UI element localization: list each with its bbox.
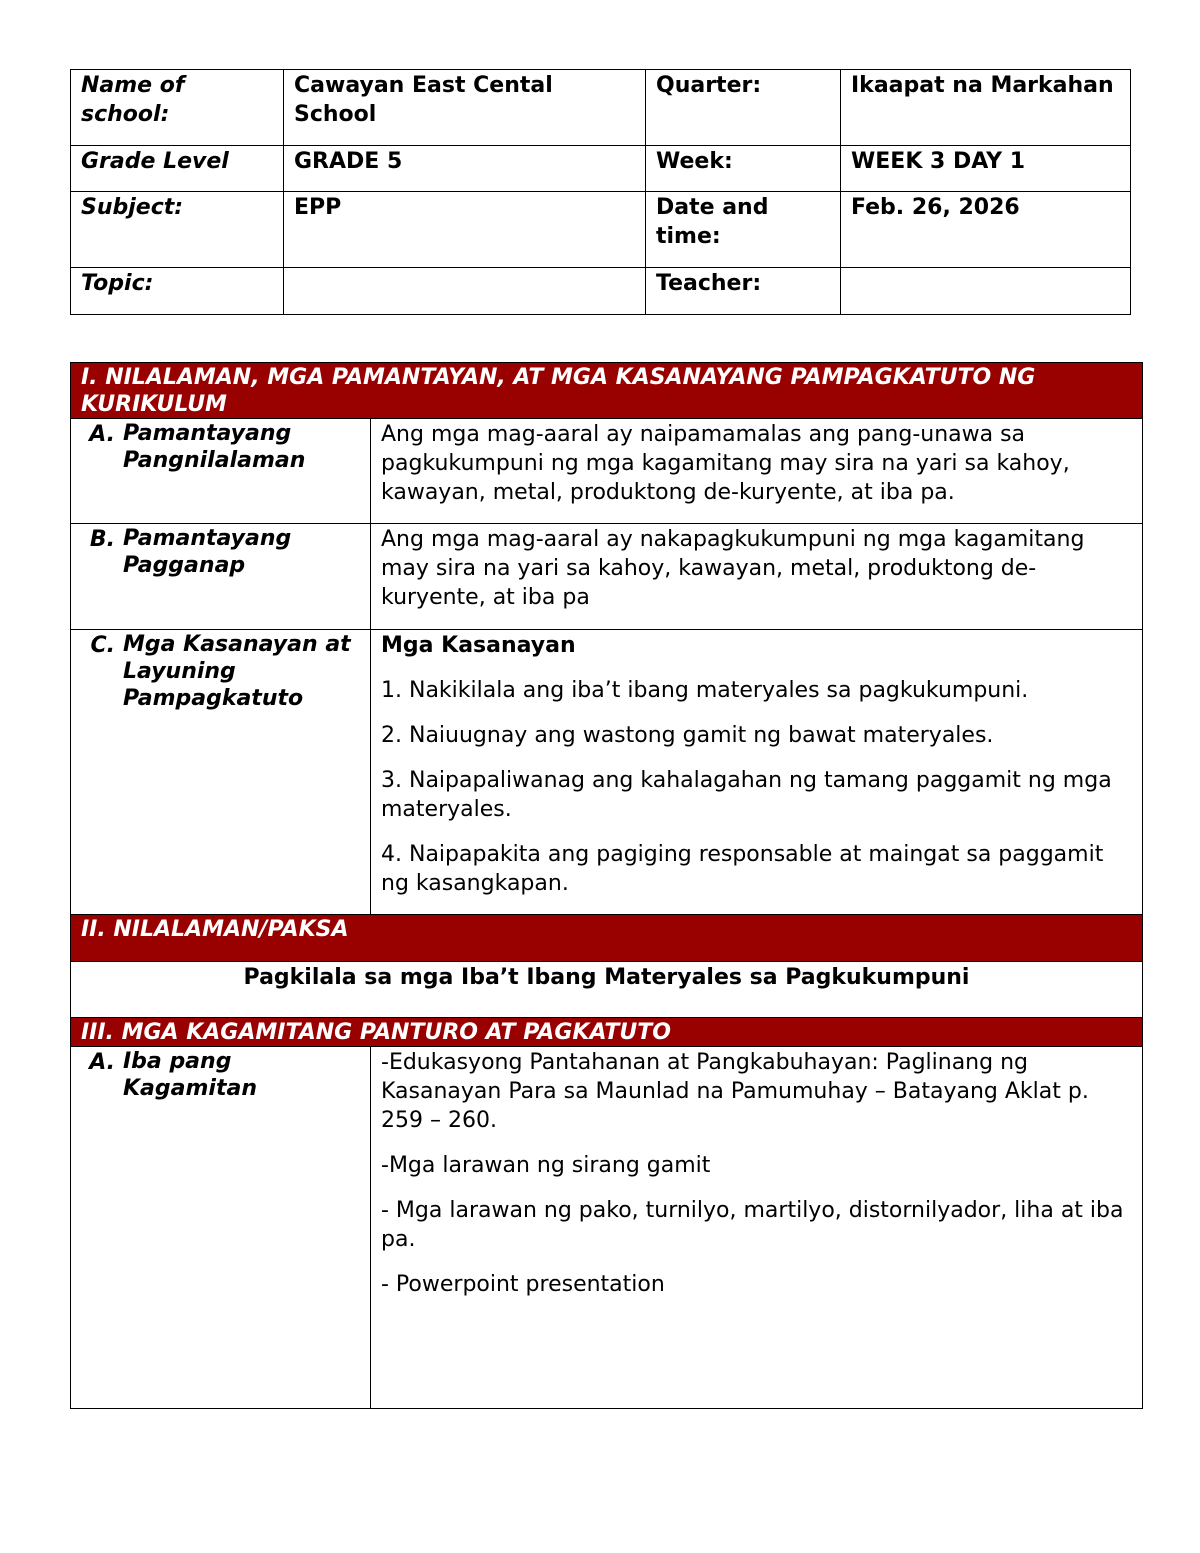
lesson-table bbox=[70, 362, 1143, 1409]
kasanayan-item-2: 2. Naiuugnay ang wastong gamit ng bawat materyales. bbox=[381, 723, 994, 748]
row-b-text: Ang mga mag-aaral ay nakapagkukumpuni ng mga kagamitang may sira na yari sa kahoy, kawayan, metal, produktong de-kuryente, at iba pa bbox=[381, 527, 1085, 610]
info-row-topic bbox=[71, 268, 1131, 315]
kasanayan-item-1: 1. Nakikilala ang iba’t ibang materyales sa pagkukumpuni. bbox=[381, 678, 1029, 703]
row-c-letter: C. bbox=[90, 633, 115, 658]
subject-value: EPP bbox=[284, 192, 646, 268]
header-info-table bbox=[70, 69, 1131, 315]
section-2-topic-row bbox=[71, 962, 1143, 1018]
row-c-label: Mga Kasanayan at Layuning Pampagkatuto bbox=[123, 632, 351, 711]
row-3a-label-cell bbox=[71, 1047, 371, 1409]
quarter-value: Ikaapat na Markahan bbox=[841, 70, 1131, 146]
teacher-label: Teacher: bbox=[646, 268, 841, 315]
kasanayan-heading: Mga Kasanayan bbox=[381, 633, 576, 658]
section-3-title: III. MGA KAGAMITANG PANTURO AT PAGKATUTO bbox=[71, 1018, 1143, 1047]
row-3a-letter: A. bbox=[89, 1050, 115, 1075]
info-row-school bbox=[71, 70, 1131, 146]
kagamitan-item-3: - Mga larawan ng pako, turnilyo, martilyo, distornilyador, liha at iba pa. bbox=[381, 1198, 1124, 1252]
row-b-label-cell bbox=[71, 524, 371, 630]
section-2-topic: Pagkilala sa mga Iba’t Ibang Materyales sa Pagkukumpuni bbox=[71, 962, 1143, 1018]
topic-label: Topic: bbox=[71, 268, 284, 315]
topic-value bbox=[284, 268, 646, 315]
subject-label: Subject: bbox=[71, 192, 284, 268]
school-value: Cawayan East Cental School bbox=[284, 70, 646, 146]
section-3-header bbox=[71, 1018, 1143, 1047]
row-3a-content bbox=[371, 1047, 1143, 1409]
week-label: Week: bbox=[646, 146, 841, 192]
row-a-content bbox=[371, 419, 1143, 524]
school-label: Name of school: bbox=[71, 70, 284, 146]
row-c-label-cell bbox=[71, 630, 371, 915]
row-b-label: Pamantayang Pagganap bbox=[123, 526, 292, 578]
row-b-content bbox=[371, 524, 1143, 630]
date-value: Feb. 26, 2026 bbox=[841, 192, 1131, 268]
grade-label: Grade Level bbox=[71, 146, 284, 192]
section-1-title: I. NILALAMAN, MGA PAMANTAYAN, AT MGA KASANAYANG PAMPAGKATUTO NG KURIKULUM bbox=[71, 363, 1143, 419]
grade-value: GRADE 5 bbox=[284, 146, 646, 192]
row-a-label: Pamantayang Pangnilalaman bbox=[123, 421, 306, 473]
row-c-content bbox=[371, 630, 1143, 915]
date-label: Date and time: bbox=[646, 192, 841, 268]
quarter-label: Quarter: bbox=[646, 70, 841, 146]
section-1-header bbox=[71, 363, 1143, 419]
row-pamantayang-pagganap bbox=[71, 524, 1143, 630]
kasanayan-item-4: 4. Naipapakita ang pagiging responsable at maingat sa paggamit ng kasangkapan. bbox=[381, 842, 1104, 896]
kagamitan-item-1: -Edukasyong Pantahanan at Pangkabuhayan: Paglinang ng Kasanayan Para sa Maunlad na Pamumuhay – Batayang Aklat p. 259 – 260. bbox=[381, 1050, 1089, 1133]
row-b-letter: B. bbox=[89, 527, 115, 552]
info-row-grade bbox=[71, 146, 1131, 192]
row-3a-label: Iba pang Kagamitan bbox=[123, 1049, 257, 1101]
kagamitan-item-2: -Mga larawan ng sirang gamit bbox=[381, 1153, 711, 1178]
row-a-letter: A. bbox=[89, 422, 115, 447]
row-mga-kasanayan bbox=[71, 630, 1143, 915]
kasanayan-item-3: 3. Naipapaliwanag ang kahalagahan ng tamang paggamit ng mga materyales. bbox=[381, 768, 1112, 822]
row-iba-pang-kagamitan bbox=[71, 1047, 1143, 1409]
row-a-text: Ang mga mag-aaral ay naipamamalas ang pang-unawa sa pagkukumpuni ng mga kagamitang may sira na yari sa kahoy, kawayan, metal, produktong de-kuryente, at iba pa. bbox=[381, 422, 1070, 505]
teacher-value bbox=[841, 268, 1131, 315]
week-value: WEEK 3 DAY 1 bbox=[841, 146, 1131, 192]
row-a-label-cell bbox=[71, 419, 371, 524]
section-2-header bbox=[71, 915, 1143, 962]
row-pamantayang-pangnilalaman bbox=[71, 419, 1143, 524]
section-2-title: II. NILALAMAN/PAKSA bbox=[71, 915, 1143, 962]
kagamitan-item-4: - Powerpoint presentation bbox=[381, 1272, 665, 1297]
info-row-subject bbox=[71, 192, 1131, 268]
